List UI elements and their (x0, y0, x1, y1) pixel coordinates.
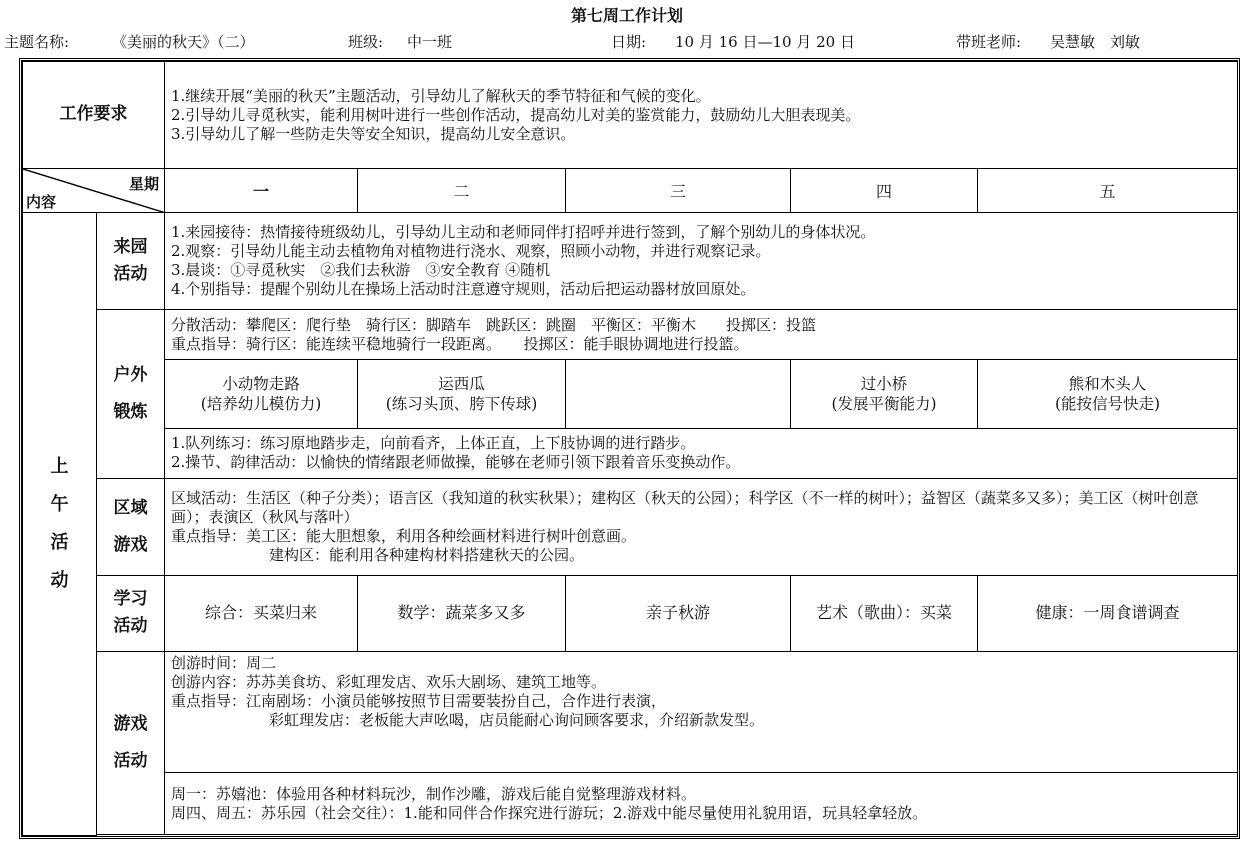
arrival-item: 1.来园接待：热情接待班级幼儿，引导幼儿主动和老师同伴打招呼并进行签到，了解个别幼儿的身体状况。 (171, 223, 876, 242)
play-focus-item: 重点指导：江南剧场：小演员能够按照节目需要装扮自己，合作进行表演， (171, 691, 667, 710)
theme-value: 《美丽的秋天》（二） (112, 33, 255, 51)
outdoor-drills (165, 428, 1238, 478)
outdoor-drill-item: 2.操节、韵律活动：以愉快的情绪跟老师做操，能够在老师引领下跟着音乐变换动作。 (171, 453, 741, 472)
area-games-label: 区域 游戏 (97, 479, 165, 576)
day-friday: 五 (978, 169, 1238, 213)
teacher-label: 带班老师: (956, 33, 1022, 51)
requirement-item: 3.引导幼儿了解一些防走失等安全知识，提高幼儿安全意识。 (171, 124, 576, 143)
learning-fri: 健康：一周食谱调查 (978, 575, 1238, 651)
corner-weekday-label: 星期 (128, 175, 159, 194)
arrival-item: 4.个别指导：提醒个别幼儿在操场上活动时注意遵守规则，活动后把运动器材放回原处。 (171, 280, 756, 299)
corner-cell (23, 169, 165, 213)
play-creative-row (23, 651, 1238, 772)
outdoor-game-wed (566, 359, 791, 428)
play-content: 创游内容：苏苏美食坊、彩虹理发店、欢乐大剧场、建筑工地等。 (171, 672, 607, 691)
teacher-value: 吴慧敏 刘敏 (1050, 33, 1141, 51)
day-tuesday: 二 (358, 169, 566, 213)
date-label: 日期: (611, 33, 647, 51)
outdoor-zones (165, 310, 1238, 359)
outdoor-focus-text: 重点指导：骑行区：能连续平稳地骑行一段距离。 投掷区：能手眼协调地进行投篮。 (171, 334, 749, 353)
outdoor-game-thu: 过小桥 (发展平衡能力) (791, 359, 978, 428)
requirements-content (165, 62, 1238, 169)
play-label: 游戏 活动 (97, 651, 165, 835)
arrival-item: 3.晨谈：①寻觅秋实 ②我们去秋游 ③安全教育 ④随机 (171, 261, 551, 280)
theme-label: 主题名称: (4, 33, 70, 51)
requirements-label: 工作要求 (23, 62, 165, 169)
play-extra-item: 周四、周五：苏乐园（社会交往）：1.能和同伴合作探究进行游玩；2.游戏中能尽量使用礼貌用语，玩具轻拿轻放。 (171, 803, 928, 822)
weekly-plan-table (22, 61, 1238, 836)
learning-row (23, 575, 1238, 651)
learning-label: 学习活动 (97, 575, 165, 651)
date-value: 10 月 16 日—10 月 20 日 (675, 33, 855, 51)
days-header-row (23, 169, 1238, 213)
class-value: 中一班 (407, 33, 453, 51)
outdoor-zones-row (23, 310, 1238, 359)
arrival-item: 2.观察：引导幼儿能主动去植物角对植物进行浇水、观察，照顾小动物，并进行观察记录。 (171, 242, 771, 261)
area-focus-item: 建构区：能利用各种建构材料搭建秋天的公园。 (269, 545, 585, 564)
play-extra-item: 周一：苏嬉池：体验用各种材料玩沙，制作沙雕，游戏后能自觉整理游戏材料。 (171, 784, 697, 803)
outdoor-label: 户外 锻炼 (97, 310, 165, 479)
play-creative-content (165, 651, 1238, 772)
arrival-row (23, 213, 1238, 310)
day-monday: 一 (165, 169, 358, 213)
area-activities-text: 区域活动：生活区（种子分类）；语言区（我知道的秋实秋果）；建构区（秋天的公园）；科学区（不一样的树叶）；益智区（蔬菜多又多）；美工区（树叶创意画）；表演区（秋风与落叶） (171, 488, 1199, 526)
requirement-item: 1.继续开展“美丽的秋天”主题活动，引导幼儿了解秋天的季节特征和气候的变化。 (171, 86, 711, 105)
learning-tue: 数学：蔬菜多又多 (358, 575, 566, 651)
outdoor-drill-item: 1.队列练习：练习原地踏步走，向前看齐，上体正直，上下肢协调的进行踏步。 (171, 434, 696, 453)
area-games-content (165, 479, 1238, 576)
play-extra-content (165, 772, 1238, 835)
outdoor-drills-row (23, 428, 1238, 478)
play-extra-row (23, 772, 1238, 835)
learning-mon: 综合：买菜归来 (165, 575, 358, 651)
requirement-item: 2.引导幼儿寻觅秋实，能利用树叶进行一些创作活动，提高幼儿对美的鉴赏能力，鼓励幼儿大胆表现美。 (171, 105, 861, 124)
area-focus-item: 重点指导：美工区：能大胆想象，利用各种绘画材料进行树叶创意画。 (171, 526, 637, 545)
outdoor-game-tue: 运西瓜 (练习头顶、胯下传球) (358, 359, 566, 428)
requirements-row (23, 62, 1238, 169)
learning-wed: 亲子秋游 (566, 575, 791, 651)
outdoor-game-fri: 熊和木头人 (能按信号快走) (978, 359, 1238, 428)
outdoor-zones-text: 分散活动：攀爬区：爬行垫 骑行区：脚踏车 跳跃区：跳圈 平衡区：平衡木 投掷区：投篮 (171, 315, 817, 334)
outdoor-game-mon: 小动物走路 (培养幼儿模仿力) (165, 359, 358, 428)
arrival-content (165, 213, 1238, 310)
page-title: 第七周工作计划 (570, 6, 683, 25)
area-games-row (23, 479, 1238, 576)
learning-thu: 艺术（歌曲）：买菜 (791, 575, 978, 651)
day-wednesday: 三 (566, 169, 791, 213)
morning-activities-label: 上 午 活 动 (23, 213, 97, 836)
outdoor-games-row (23, 359, 1238, 428)
class-label: 班级: (348, 33, 384, 51)
arrival-label: 来园活动 (97, 213, 165, 310)
play-time: 创游时间：周二 (171, 653, 277, 672)
play-focus-item: 彩虹理发店：老板能大声吆喝，店员能耐心询问顾客要求，介绍新款发型。 (269, 710, 765, 729)
day-thursday: 四 (791, 169, 978, 213)
corner-content-label: 内容 (26, 193, 57, 212)
